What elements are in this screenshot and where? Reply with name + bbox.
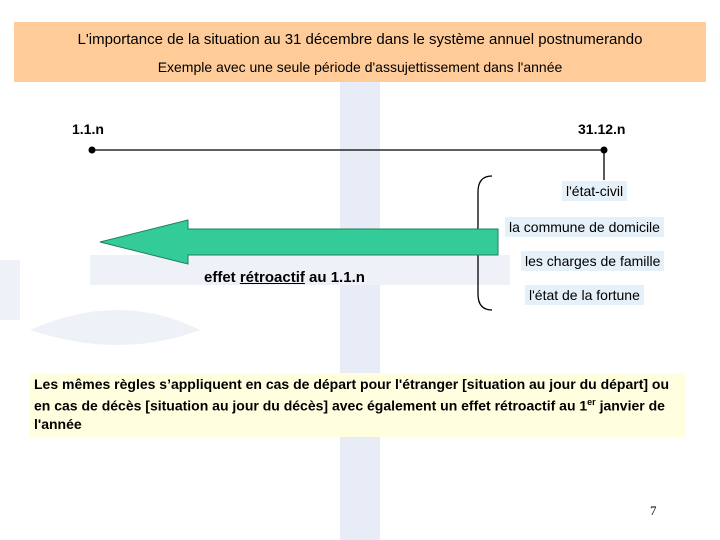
note-superscript: er <box>587 397 596 407</box>
note-text-end: janvier de l'année <box>34 397 665 432</box>
effect-prefix: effet <box>204 269 240 286</box>
page-title: L'importance de la situation au 31 décembre dans le système annuel postnumerando <box>77 31 643 48</box>
timeline-start-label: 1.1.n <box>72 121 104 137</box>
retroactive-arrow <box>100 220 498 264</box>
timeline-start-dot <box>89 147 96 154</box>
timeline-end-label: 31.12.n <box>578 121 626 137</box>
effect-label <box>204 269 365 286</box>
factor-charges: les charges de famille <box>521 251 664 271</box>
note-box <box>30 373 686 437</box>
factor-etat-civil: l'état-civil <box>562 181 627 201</box>
factor-commune: la commune de domicile <box>505 217 664 237</box>
effect-underlined: rétroactif <box>239 269 305 286</box>
page-number: 7 <box>650 503 657 518</box>
factor-fortune: l'état de la fortune <box>525 285 644 305</box>
page-subtitle: Exemple avec une seule période d'assujettissement dans l'année <box>157 59 563 75</box>
effect-suffix: au 1.1.n <box>304 269 365 286</box>
note-text: Les mêmes règles s’appliquent en cas de départ pour l'étranger [situation au jour du départ] ou en cas de décès [situation au jour du décès] avec également un effet rétroactif au 1 <box>34 376 670 414</box>
